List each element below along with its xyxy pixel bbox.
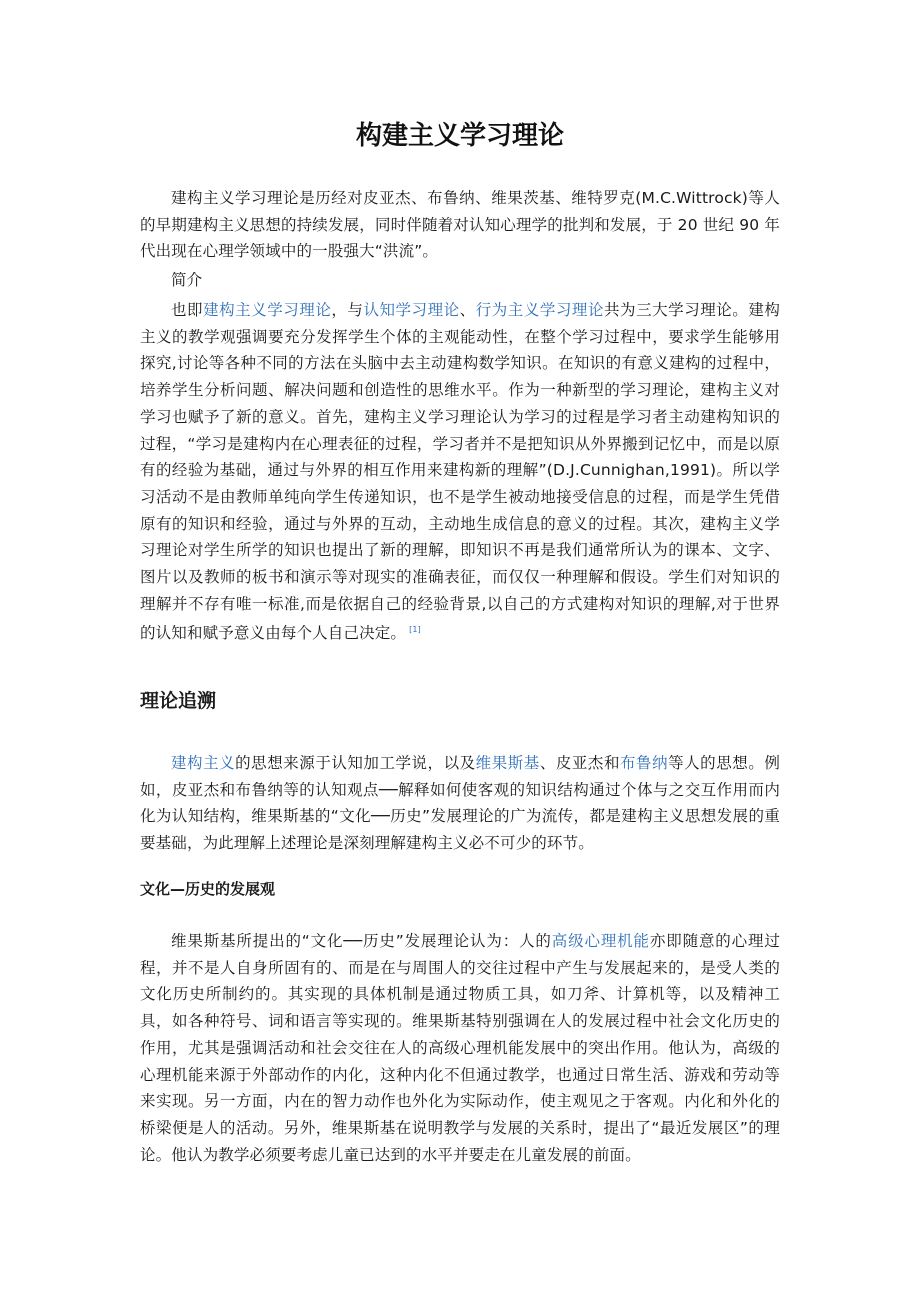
link-behaviorism-theory[interactable]: 行为主义学习理论 bbox=[475, 301, 605, 319]
subsection-heading-culture-history: 文化—历史的发展观 bbox=[140, 880, 276, 898]
link-bruner[interactable]: 布鲁纳 bbox=[620, 754, 669, 772]
reference-link[interactable]: [1] bbox=[409, 625, 421, 635]
text-run: 、 bbox=[459, 301, 476, 319]
link-constructivism[interactable]: 建构主义 bbox=[171, 754, 236, 772]
intro-body-paragraph bbox=[140, 297, 780, 647]
link-constructivism-theory[interactable]: 建构主义学习理论 bbox=[203, 301, 332, 319]
link-higher-mental-functions[interactable]: 高级心理机能 bbox=[551, 932, 650, 950]
text-run: 也即 bbox=[171, 301, 204, 319]
theory-origin-paragraph bbox=[140, 750, 780, 857]
intro-paragraph: 建构主义学习理论是历经对皮亚杰、布鲁纳、维果茨基、维特罗克(M.C.Wittrock)等人的早期建构主义思想的持续发展，同时伴随着对认知心理学的批判和发展，于 20 世纪 90 年代出现在心理学领域中的一股强大“洪流”。 bbox=[140, 189, 780, 261]
link-vygotsky[interactable]: 维果斯基 bbox=[475, 754, 540, 772]
link-cognitive-theory[interactable]: 认知学习理论 bbox=[363, 301, 460, 319]
text-run: 维果斯基所提出的“文化──历史”发展理论认为：人的 bbox=[171, 932, 552, 950]
text-run: 、皮亚杰和 bbox=[539, 754, 620, 772]
section-label-intro: 简介 bbox=[171, 271, 203, 289]
text-run: 的思想来源于认知加工学说，以及 bbox=[235, 754, 476, 772]
text-run: 等人的思想。例如，皮亚杰和布鲁纳等的认知观点──解释如何使客观的知识结构通过个体与之交互作用而内化为认知结构，维果斯基的“文化──历史”发展理论的广为流传，都是建构主义思想发展的重要基础，为此理解上述理论是深刻理解建构主义必不可少的环节。 bbox=[140, 754, 780, 853]
culture-history-paragraph bbox=[140, 928, 780, 1168]
section-heading-theory-origin: 理论追溯 bbox=[140, 690, 217, 712]
text-run: 共为三大学习理论。建构主义的教学观强调要充分发挥学生个体的主观能动性，在整个学习过程中，要求学生能够用探究,讨论等各种不同的方法在头脑中去主动建构数学知识。在知识的有意义建构的过程中，培养学生分析问题、解决问题和创造性的思维水平。作为一种新型的学习理论，建构主义对学习也赋予了新的意义。首先，建构主义学习理论认为学习的过程是学习者主动建构知识的过程，“学习是建构内在心理表征的过程，学习者并不是把知识从外界搬到记忆中，而是以原有的经验为基础，通过与外界的相互作用来建构新的理解”(D.J.Cunnighan,1991)。所以学习活动不是由教师单纯向学生传递知识，也不是学生被动地接受信息的过程，而是学生凭借原有的知识和经验，通过与外界的互动，主动地生成信息的意义的过程。其次，建构主义学习理论对学生所学的知识也提出了新的理解，即知识不再是我们通常所认为的课本、文字、图片以及教师的板书和演示等对现实的准确表征，而仅仅一种理解和假设。学生们对知识的理解并不存有唯一标准,而是依据自己的经验背景,以自己的方式建构对知识的理解,对于世界的认知和赋予意义由每个人自己决定。 bbox=[140, 301, 781, 643]
text-run: 亦即随意的心理过程，并不是人自身所固有的、而是在与周围人的交往过程中产生与发展起来的，是受人类的文化历史所制约的。其实现的具体机制是通过物质工具，如刀斧、计算机等，以及精神工具，如各种符号、词和语言等实现的。维果斯基特别强调在人的发展过程中社会文化历史的作用，尤其是强调活动和社会交往在人的高级心理机能发展中的突出作用。他认为，高级的心理机能来源于外部动作的内化，这种内化不但通过教学，也通过日常生活、游戏和劳动等来实现。另一方面，内在的智力动作也外化为实际动作，使主观见之于客观。内化和外化的桥梁便是人的活动。另外，维果斯基在说明教学与发展的关系时，提出了“最近发展区”的理论。他认为教学必须要考虑儿童已达到的水平并要走在儿童发展的前面。 bbox=[140, 932, 780, 1164]
page-title: 构建主义学习理论 bbox=[355, 121, 564, 151]
text-run: ，与 bbox=[331, 301, 364, 319]
